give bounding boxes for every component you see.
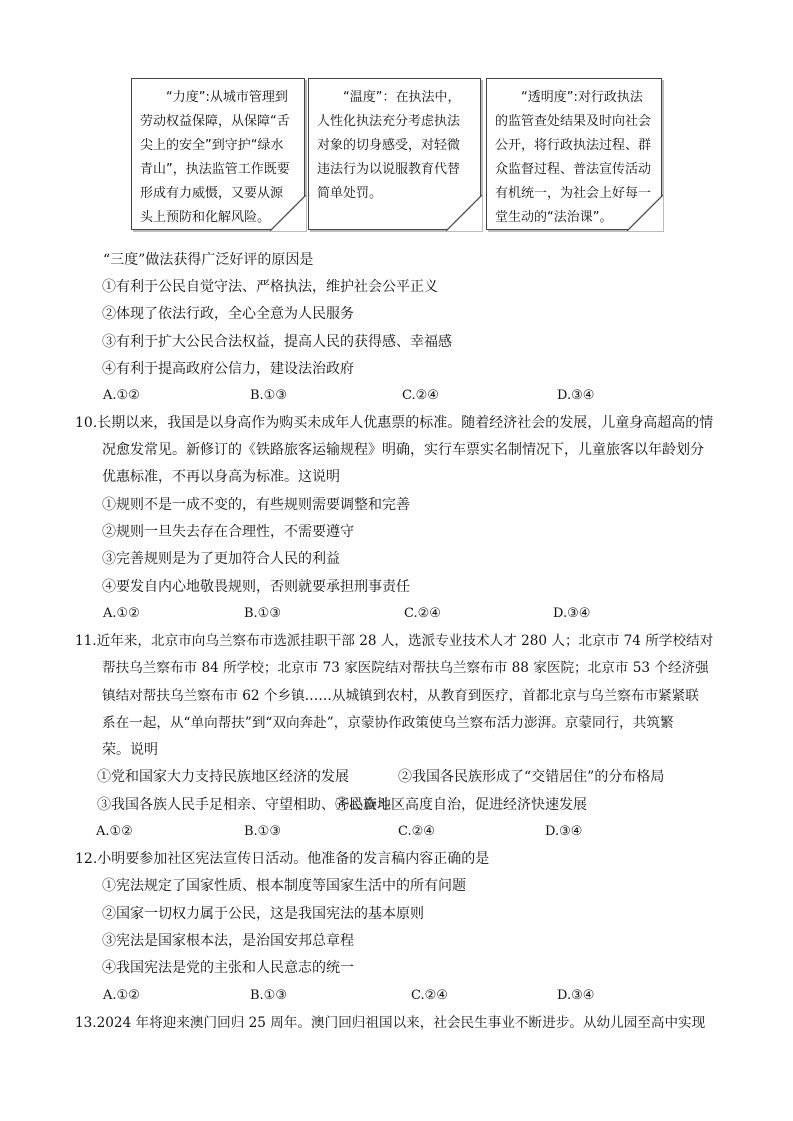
q10-option-d: D.③④: [553, 606, 591, 621]
q11-option-a: A.①②: [96, 824, 133, 839]
q11-line-2: 帮扶乌兰察布市 84 所学校；北京市 73 家医院结对帮扶乌兰察布市 88 家医院；北京市 53 个经济强: [102, 660, 709, 676]
q10-item-2: ②规则一旦失去存在合理性，不需要遵守: [102, 524, 354, 540]
q9-option-a: A.①②: [103, 388, 140, 403]
info-card-strength: [131, 78, 305, 230]
q9-stem: “三度”做法获得广泛好评的原因是: [103, 252, 314, 268]
q10-option-c: C.②④: [404, 606, 441, 621]
q11-option-c: C.②④: [398, 824, 435, 839]
q12-item-1: ①宪法规定了国家性质、根本制度等国家生活中的所有问题: [102, 878, 466, 894]
q10-option-b: B.①③: [244, 606, 281, 621]
q12-stem: 12.小明要参加社区宪法宣传日活动。他准备的发言稿内容正确的是: [75, 851, 490, 867]
q12-item-3: ③宪法是国家根本法，是治国安邦总章程: [102, 933, 354, 949]
q11-line-5: 荣。说明: [102, 742, 158, 758]
q12-item-2: ②国家一切权力属于公民，这是我国宪法的基本原则: [102, 906, 424, 922]
page-curl-icon: [627, 195, 663, 231]
q9-item-3: ③有利于扩大公民合法权益，提高人民的获得感、幸福感: [102, 334, 452, 350]
q12-option-b: B.①③: [250, 988, 287, 1003]
q11-option-b: B.①③: [244, 824, 281, 839]
q11-item-1: ①党和国家大力支持民族地区经济的发展: [97, 769, 349, 785]
q10-option-a: A.①②: [103, 606, 140, 621]
q10-item-1: ①规则不是一成不变的，有些规则需要调整和完善: [102, 497, 410, 513]
q12-item-4: ④我国宪法是党的主张和人民意志的统一: [102, 960, 354, 976]
q11-line-1: 11.近年来，北京市向乌兰察布市选派挂职干部 28 人，选派专业技术人才 280 人；北京市 74 所学校结对: [75, 633, 714, 649]
page-curl-icon: [270, 195, 306, 231]
info-card-warmth: [308, 78, 481, 230]
card-text: “温度”：在执法中，人性化执法充分考虑执法对象的切身感受，对轻微违法行为以说服教育代替简单处罚。: [317, 90, 461, 201]
card-text: “透明度”:对行政执法的监管查处结果及时向社会公开，将行政执法过程、群众监督过程、普法宣传活动有机统一，为社会上好每一堂生动的“法治课”。: [495, 90, 652, 225]
q10-item-3: ③完善规则是为了更加符合人民的利益: [102, 551, 340, 567]
q10-line-2: 况愈发常见。新修订的《铁路旅客运输规程》明确，实行车票实名制情况下，儿童旅客以年龄划分: [102, 442, 704, 458]
q11-item-3: ③我国各族人民手足相亲、守望相助、齐心奋斗: [97, 797, 391, 813]
card-text: “力度”:从城市管理到劳动权益保障，从保障“舌尖上的安全”到守护“绿水青山”，执法监管工作既要形成有力威慑，又要从源头上预防和化解风险。: [140, 90, 290, 225]
q12-option-d: D.③④: [557, 988, 595, 1003]
q10-line-1: 10.长期以来，我国是以身高作为购买未成年人优惠票的标准。随着经济社会的发展，儿童身高超高的情: [75, 415, 714, 431]
q10-line-3: 优惠标准，不再以身高为标准。这说明: [102, 469, 340, 485]
q11-item-2: ②我国各民族形成了“交错居住”的分布格局: [398, 769, 665, 785]
q12-option-a: A.①②: [103, 988, 140, 1003]
q9-item-1: ①有利于公民自觉守法、严格执法，维护社会公平正义: [102, 279, 438, 295]
info-card-transparency: [486, 78, 662, 230]
q11-item-4: ④民族地区高度自治，促进经济快速发展: [335, 797, 587, 813]
page-curl-icon: [446, 195, 482, 231]
q9-option-d: D.③④: [557, 388, 595, 403]
q11-line-4: 系在一起，从“单向帮扶”到“双向奔赴”，京蒙协作政策使乌兰察布活力澎湃。京蒙同行，共筑繁: [102, 715, 674, 731]
q9-option-b: B.①③: [250, 388, 287, 403]
q10-item-4: ④要发自内心地敬畏规则，否则就要承担刑事责任: [102, 579, 410, 595]
q9-option-c: C.②④: [402, 388, 439, 403]
q9-item-2: ②体现了依法行政，全心全意为人民服务: [102, 306, 354, 322]
q13-line-1: 13.2024 年将迎来澳门回归 25 周年。澳门回归祖国以来，社会民生事业不断进步。从幼儿园至高中实现: [75, 1015, 706, 1031]
q11-line-3: 镇结对帮扶乌兰察布市 62 个乡镇……从城镇到农村，从教育到医疗，首都北京与乌兰察布市紧紧联: [102, 688, 699, 704]
q12-option-c: C.②④: [411, 988, 448, 1003]
q9-item-4: ④有利于提高政府公信力，建设法治政府: [102, 361, 354, 377]
q11-option-d: D.③④: [545, 824, 583, 839]
